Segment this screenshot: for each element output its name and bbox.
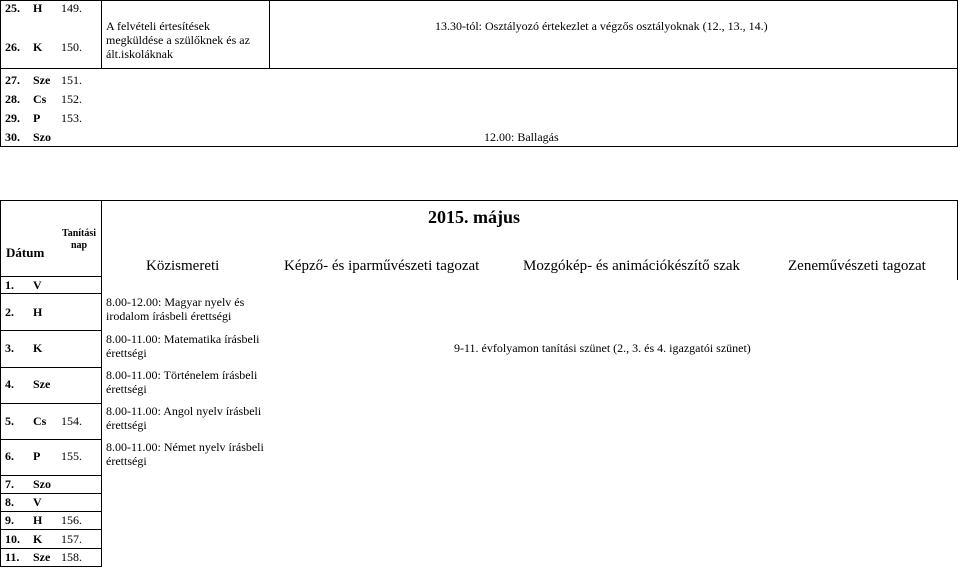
date-weekday: Cs	[33, 92, 47, 106]
date-weekday: Szo	[33, 477, 51, 491]
date-weekday: K	[33, 341, 43, 355]
exam-matematika: 8.00-11.00: Matematika írásbeli érettségi	[106, 332, 260, 360]
date-day: 9.	[5, 513, 14, 527]
date-day: 27.	[5, 73, 20, 87]
date-day: 5.	[5, 414, 14, 428]
ertekezlet-note: 13.30-tól: Osztályozó értekezlet a végzős osztályoknak (12., 13., 14.)	[435, 19, 768, 33]
exam-nemet: 8.00-11.00: Német nyelv írásbeli érettségi	[106, 440, 264, 468]
date-weekday: H	[33, 1, 43, 15]
teaching-day-number: 152.	[61, 92, 82, 106]
date-weekday: V	[33, 278, 42, 292]
date-weekday: Sze	[33, 73, 51, 87]
date-day: 28.	[5, 92, 20, 106]
date-day: 1.	[5, 278, 14, 292]
date-weekday: P	[33, 111, 41, 125]
date-day: 2.	[5, 305, 14, 319]
ballagas-note: 12.00: Ballagás	[484, 130, 559, 144]
header-datum: Dátum	[6, 245, 45, 260]
date-day: 7.	[5, 477, 14, 491]
date-weekday: H	[33, 513, 43, 527]
date-weekday: Sze	[33, 550, 51, 564]
date-weekday: P	[33, 449, 41, 463]
date-day: 11.	[5, 550, 20, 564]
date-day: 3.	[5, 341, 14, 355]
date-weekday: Szo	[33, 130, 51, 144]
felveteli-note: A felvételi értesítések megküldése a szülőknek és az ált.iskoláknak	[106, 19, 250, 61]
teaching-day-number: 156.	[61, 513, 82, 527]
date-weekday: V	[33, 495, 42, 509]
date-day: 4.	[5, 377, 14, 391]
header-kozismereti: Közismereti	[146, 258, 220, 274]
date-day: 10.	[5, 532, 20, 546]
date-day: 8.	[5, 495, 14, 509]
date-day: 30.	[5, 130, 20, 144]
exam-tortenelem: 8.00-11.00: Történelem írásbeli érettségi	[106, 368, 258, 396]
header-zenemuveszeti: Zeneművészeti tagozat	[788, 258, 926, 274]
teaching-day-number: 155.	[61, 449, 82, 463]
date-weekday: Cs	[33, 414, 47, 428]
exam-angol: 8.00-11.00: Angol nyelv írásbeli érettségi	[106, 404, 262, 432]
date-weekday: Sze	[33, 377, 51, 391]
month-title: 2015. május	[428, 207, 521, 227]
date-day: 29.	[5, 111, 20, 125]
teaching-day-number: 154.	[61, 414, 82, 428]
teaching-day-number: 158.	[61, 550, 82, 564]
date-day: 25.	[5, 1, 20, 15]
teaching-day-number: 157.	[61, 532, 82, 546]
szunet-note: 9-11. évfolyamon tanítási szünet (2., 3. és 4. igazgatói szünet)	[454, 341, 751, 355]
date-weekday: K	[33, 532, 43, 546]
header-tanitasi-nap: Tanítási nap	[61, 228, 97, 251]
date-weekday: H	[33, 305, 43, 319]
teaching-day-number: 153.	[61, 111, 82, 125]
teaching-day-number: 150.	[61, 40, 82, 54]
date-day: 6.	[5, 449, 14, 463]
date-day: 26.	[5, 40, 20, 54]
header-mozgokep: Mozgókép- és animációkészítő szak	[523, 258, 741, 274]
exam-magyar: 8.00-12.00: Magyar nyelv és irodalom írásbeli érettségi	[106, 295, 245, 323]
header-kepzo: Képző- és iparművészeti tagozat	[284, 258, 480, 274]
teaching-day-number: 151.	[61, 73, 82, 87]
date-weekday: K	[33, 40, 43, 54]
teaching-day-number: 149.	[61, 1, 82, 15]
